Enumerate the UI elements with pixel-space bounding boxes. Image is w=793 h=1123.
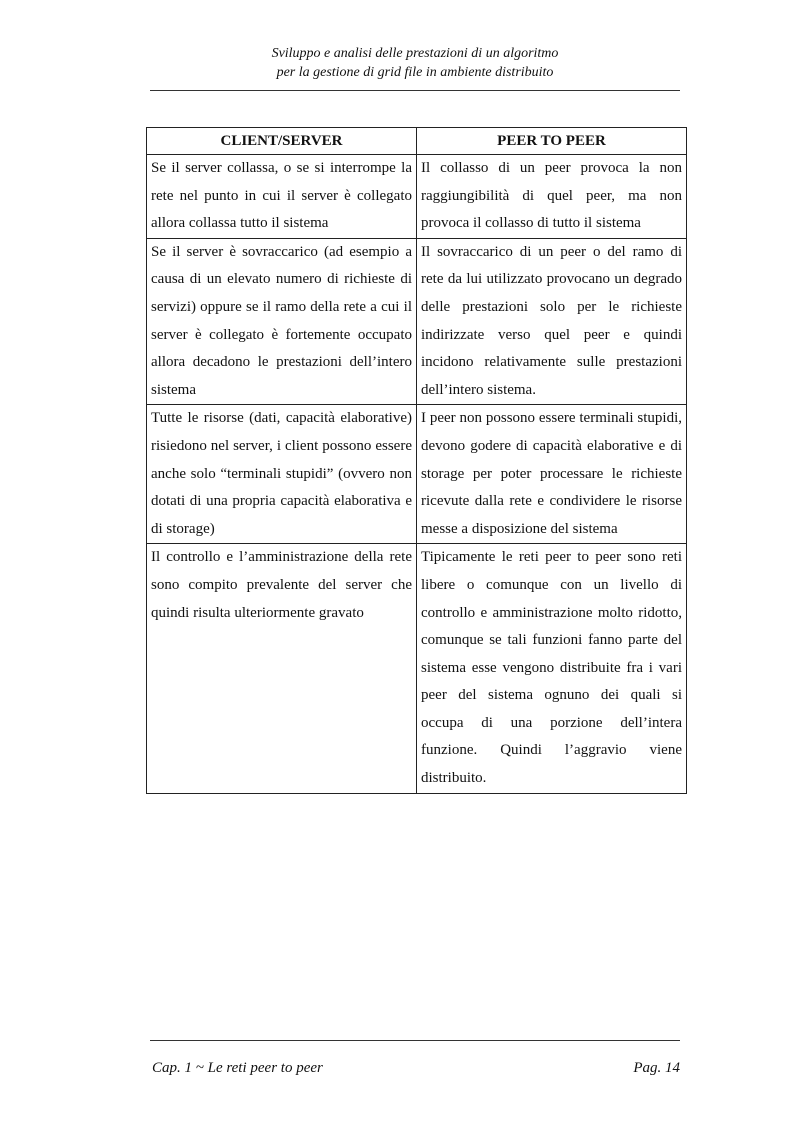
cell-client-server: Tutte le risorse (dati, capacità elaborative) risiedono nel server, i client possono essere anche solo “terminali stupidi” (ovvero non dotati di una propria capacità elaborativa e di storage): [147, 405, 417, 544]
footer-page-number: Pag. 14: [633, 1060, 680, 1076]
header-divider: [150, 90, 680, 91]
footer-divider: [150, 1040, 680, 1041]
cell-client-server: Se il server collassa, o se si interrompe la rete nel punto in cui il server è collegato allora collassa tutto il sistema: [147, 155, 417, 239]
table-header-row: [147, 128, 687, 155]
table-row: [147, 155, 687, 239]
table-row: [147, 238, 687, 405]
header-title-line-1: Sviluppo e analisi delle prestazioni di un algoritmo: [271, 46, 559, 61]
table-row: [147, 544, 687, 793]
table-row: [147, 405, 687, 544]
page-header: [150, 44, 680, 82]
cell-peer-to-peer: Il sovraccarico di un peer o del ramo di rete da lui utilizzato provocano un degrado delle prestazioni solo per le richieste indirizzate verso quel peer e quindi incidono relativamente sulle prestazioni dell’intero sistema.: [417, 238, 687, 405]
footer-chapter: Cap. 1 ~ Le reti peer to peer: [152, 1060, 323, 1076]
column-header-peer-to-peer: PEER TO PEER: [417, 128, 687, 155]
cell-peer-to-peer: I peer non possono essere terminali stupidi, devono godere di capacità elaborative e di storage per poter processare le richieste ricevute dalla rete e condividere le risorse messe a disposizione del sistema: [417, 405, 687, 544]
cell-peer-to-peer: Tipicamente le reti peer to peer sono reti libere o comunque con un livello di controllo e amministrazione molto ridotto, comunque se tali funzioni fanno parte del sistema esse vengono distribuite fra i vari peer del sistema ognuno dei quali si occupa di una porzione dell’intera funzione. Quindi l’aggravio viene distribuito.: [417, 544, 687, 793]
column-header-client-server: CLIENT/SERVER: [147, 128, 417, 155]
cell-client-server: Il controllo e l’amministrazione della rete sono compito prevalente del server che quindi risulta ulteriormente gravato: [147, 544, 417, 793]
comparison-table: [146, 127, 687, 794]
cell-client-server: Se il server è sovraccarico (ad esempio a causa di un elevato numero di richieste di servizi) oppure se il ramo della rete a cui il server è collegato è fortemente occupato allora decadono le prestazioni dell’intero sistema: [147, 238, 417, 405]
cell-peer-to-peer: Il collasso di un peer provoca la non raggiungibilità di quel peer, ma non provoca il collasso di tutto il sistema: [417, 155, 687, 239]
header-title-line-2: per la gestione di grid file in ambiente distribuito: [276, 65, 554, 80]
